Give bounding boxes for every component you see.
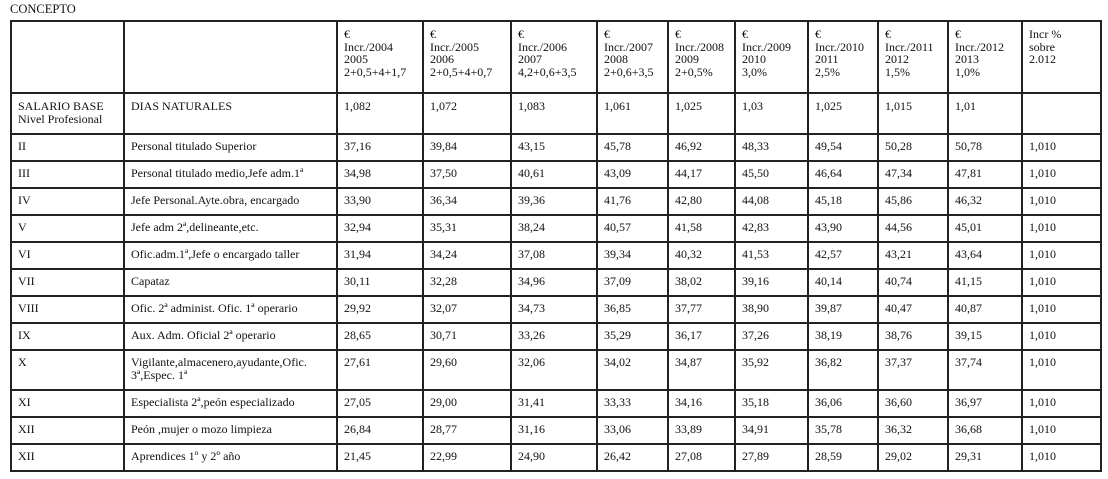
salary-table [10,20,1102,472]
value-cell: 43,64 [948,242,1022,269]
category-cell: Aprendices 1º y 2º año [124,444,337,471]
value-cell: 30,11 [337,269,423,296]
value-cell: 29,31 [948,444,1022,471]
value-cell: 45,18 [808,188,878,215]
level-cell: XII [11,444,124,471]
value-cell: 37,08 [511,242,597,269]
header-line: 2+0,5+4+0,7 [430,64,493,79]
value-cell: 40,47 [878,296,948,323]
value-cell: 39,87 [808,296,878,323]
level-cell: X [11,350,124,390]
table-row [11,242,1101,269]
header-line: 2005 [344,52,368,66]
category-cell: Jefe adm 2ª,delineante,etc. [124,215,337,242]
category-cell: Especialista 2ª,peón especializado [124,390,337,417]
value-cell: 37,09 [597,269,668,296]
header-line: 2,5% [815,64,840,79]
header-cell-year [668,21,735,93]
header-line: Incr./2008 [675,39,724,54]
value-cell: 31,16 [511,417,597,444]
salario-base-label [11,93,124,134]
euro-symbol: € [675,27,681,41]
value-cell: 31,41 [511,390,597,417]
incr-cell: 1,010 [1022,215,1101,242]
header-cell-incr [1022,21,1101,93]
value-cell: 36,82 [808,350,878,390]
value-cell: 37,37 [878,350,948,390]
value-cell: 33,33 [597,390,668,417]
header-line: Incr./2007 [604,39,653,54]
value-cell: 34,98 [337,161,423,188]
value-cell: 41,58 [668,215,735,242]
value-cell: 47,34 [878,161,948,188]
value-cell: 42,57 [808,242,878,269]
value-cell: 36,17 [668,323,735,350]
value-cell: 37,77 [668,296,735,323]
value-cell: 47,81 [948,161,1022,188]
value-cell: 27,08 [668,444,735,471]
value-cell: 36,97 [948,390,1022,417]
dias-incr [1022,93,1101,134]
header-line: 2007 [518,52,542,66]
value-cell: 21,45 [337,444,423,471]
value-cell: 34,16 [668,390,735,417]
value-cell: 34,24 [423,242,511,269]
value-cell: 43,15 [511,134,597,161]
category-cell: Personal titulado medio,Jefe adm.1ª [124,161,337,188]
value-cell: 40,14 [808,269,878,296]
value-cell: 38,90 [735,296,808,323]
value-cell: 26,42 [597,444,668,471]
dias-value: 1,025 [668,93,735,134]
header-line: 2010 [742,52,766,66]
value-cell: 40,74 [878,269,948,296]
salario-base-text: SALARIO BASE [18,99,104,113]
level-cell: VII [11,269,124,296]
value-cell: 36,85 [597,296,668,323]
level-cell: VIII [11,296,124,323]
value-cell: 22,99 [423,444,511,471]
value-cell: 32,94 [337,215,423,242]
incr-cell: 1,010 [1022,242,1101,269]
level-cell: V [11,215,124,242]
euro-symbol: € [344,27,350,41]
header-line: Incr./2009 [742,39,791,54]
category-cell: Peón ,mujer o mozo limpieza [124,417,337,444]
dias-value: 1,03 [735,93,808,134]
incr-cell: 1,010 [1022,323,1101,350]
header-line: Incr./2012 [955,39,1004,54]
value-cell: 41,15 [948,269,1022,296]
value-cell: 35,31 [423,215,511,242]
value-cell: 34,96 [511,269,597,296]
header-cell-year [423,21,511,93]
value-cell: 34,73 [511,296,597,323]
value-cell: 45,78 [597,134,668,161]
value-cell: 34,02 [597,350,668,390]
dias-naturales-label: DIAS NATURALES [124,93,337,134]
value-cell: 40,57 [597,215,668,242]
category-cell: Aux. Adm. Oficial 2ª operario [124,323,337,350]
value-cell: 34,87 [668,350,735,390]
incr-cell: 1,010 [1022,269,1101,296]
value-cell: 45,01 [948,215,1022,242]
value-cell: 29,00 [423,390,511,417]
dias-value: 1,025 [808,93,878,134]
value-cell: 40,87 [948,296,1022,323]
nivel-profesional-text: Nivel Profesional [18,111,103,126]
value-cell: 33,06 [597,417,668,444]
table-header-row [11,21,1101,93]
header-cell-category [124,21,337,93]
header-cell-year [511,21,597,93]
header-line: Incr./2004 [344,39,393,54]
value-cell: 35,92 [735,350,808,390]
value-cell: 27,05 [337,390,423,417]
value-cell: 24,90 [511,444,597,471]
value-cell: 49,54 [808,134,878,161]
value-cell: 37,50 [423,161,511,188]
value-cell: 46,64 [808,161,878,188]
value-cell: 39,34 [597,242,668,269]
value-cell: 35,78 [808,417,878,444]
header-cell-year [878,21,948,93]
value-cell: 33,26 [511,323,597,350]
value-cell: 44,17 [668,161,735,188]
value-cell: 50,28 [878,134,948,161]
header-line: 2012 [885,52,909,66]
table-row [11,215,1101,242]
incr-cell: 1,010 [1022,188,1101,215]
level-cell: III [11,161,124,188]
category-cell: Ofic.adm.1ª,Jefe o encargado taller [124,242,337,269]
caption-concepto: CONCEPTO [10,2,76,16]
level-cell: IV [11,188,124,215]
incr-cell: 1,010 [1022,161,1101,188]
value-cell: 33,89 [668,417,735,444]
header-cell-year [948,21,1022,93]
header-line: Incr./2010 [815,39,864,54]
level-cell: VI [11,242,124,269]
value-cell: 34,91 [735,417,808,444]
value-cell: 28,77 [423,417,511,444]
value-cell: 32,07 [423,296,511,323]
euro-symbol: € [430,27,436,41]
value-cell: 29,02 [878,444,948,471]
euro-symbol: € [604,27,610,41]
incr-cell: 1,010 [1022,350,1101,390]
euro-symbol: € [815,27,821,41]
table-row [11,390,1101,417]
value-cell: 32,06 [511,350,597,390]
header-line: 2009 [675,52,699,66]
header-cell-year [337,21,423,93]
euro-symbol: € [742,27,748,41]
category-cell: Personal titulado Superior [124,134,337,161]
incr-cell: 1,010 [1022,296,1101,323]
value-cell: 45,86 [878,188,948,215]
header-cell-year [597,21,668,93]
level-cell: IX [11,323,124,350]
value-cell: 36,32 [878,417,948,444]
table-row [11,296,1101,323]
euro-symbol: € [885,27,891,41]
euro-symbol: € [518,27,524,41]
header-line: 2013 [955,52,979,66]
dias-value: 1,082 [337,93,423,134]
value-cell: 43,90 [808,215,878,242]
header-line: 2008 [604,52,628,66]
incr-cell: 1,010 [1022,444,1101,471]
table-row [11,350,1101,390]
table-row [11,444,1101,471]
header-line: Incr % [1029,27,1062,41]
dias-value: 1,083 [511,93,597,134]
level-cell: XI [11,390,124,417]
value-cell: 39,16 [735,269,808,296]
value-cell: 46,32 [948,188,1022,215]
value-cell: 32,28 [423,269,511,296]
table-row [11,188,1101,215]
header-line: 2+0,6+3,5 [604,64,654,79]
value-cell: 33,90 [337,188,423,215]
table-row [11,161,1101,188]
value-cell: 37,16 [337,134,423,161]
value-cell: 44,56 [878,215,948,242]
value-cell: 36,68 [948,417,1022,444]
value-cell: 31,94 [337,242,423,269]
header-line: 2006 [430,52,454,66]
header-line: 2.012 [1029,52,1056,66]
table-row [11,134,1101,161]
value-cell: 40,32 [668,242,735,269]
value-cell: 29,92 [337,296,423,323]
incr-cell: 1,010 [1022,134,1101,161]
header-line: 2+0,5+4+1,7 [344,64,407,79]
incr-cell: 1,010 [1022,417,1101,444]
value-cell: 38,24 [511,215,597,242]
header-line: 2011 [815,52,839,66]
dias-value: 1,061 [597,93,668,134]
dias-value: 1,072 [423,93,511,134]
value-cell: 46,92 [668,134,735,161]
value-cell: 35,29 [597,323,668,350]
header-line: sobre [1029,39,1055,54]
value-cell: 39,15 [948,323,1022,350]
value-cell: 30,71 [423,323,511,350]
category-cell: Vigilante,almacenero,ayudante,Ofic. 3ª,Espec. 1ª [124,350,337,390]
header-line: Incr./2005 [430,39,479,54]
value-cell: 38,02 [668,269,735,296]
value-cell: 27,89 [735,444,808,471]
value-cell: 44,08 [735,188,808,215]
value-cell: 36,60 [878,390,948,417]
value-cell: 37,74 [948,350,1022,390]
euro-symbol: € [955,27,961,41]
dias-naturales-row [11,93,1101,134]
dias-value: 1,01 [948,93,1022,134]
value-cell: 27,61 [337,350,423,390]
header-line: Incr./2006 [518,39,567,54]
value-cell: 42,80 [668,188,735,215]
value-cell: 39,36 [511,188,597,215]
header-line: 3,0% [742,64,767,79]
value-cell: 40,61 [511,161,597,188]
category-cell: Capataz [124,269,337,296]
table-row [11,269,1101,296]
category-cell: Ofic. 2ª administ. Ofic. 1ª operario [124,296,337,323]
incr-cell: 1,010 [1022,390,1101,417]
table-row [11,417,1101,444]
value-cell: 39,84 [423,134,511,161]
level-cell: II [11,134,124,161]
value-cell: 48,33 [735,134,808,161]
header-line: 4,2+0,6+3,5 [518,64,577,79]
level-cell: XII [11,417,124,444]
value-cell: 43,09 [597,161,668,188]
header-line: 1,0% [955,64,980,79]
category-cell: Jefe Personal.Ayte.obra, encargado [124,188,337,215]
value-cell: 28,65 [337,323,423,350]
value-cell: 36,34 [423,188,511,215]
value-cell: 26,84 [337,417,423,444]
value-cell: 41,76 [597,188,668,215]
value-cell: 38,19 [808,323,878,350]
header-cell-year [808,21,878,93]
value-cell: 43,21 [878,242,948,269]
value-cell: 28,59 [808,444,878,471]
value-cell: 35,18 [735,390,808,417]
value-cell: 50,78 [948,134,1022,161]
header-line: Incr./2011 [885,39,934,54]
value-cell: 36,06 [808,390,878,417]
header-line: 1,5% [885,64,910,79]
dias-value: 1,015 [878,93,948,134]
value-cell: 42,83 [735,215,808,242]
value-cell: 45,50 [735,161,808,188]
value-cell: 29,60 [423,350,511,390]
header-cell-year [735,21,808,93]
header-cell-level [11,21,124,93]
value-cell: 38,76 [878,323,948,350]
header-line: 2+0,5% [675,64,713,79]
value-cell: 37,26 [735,323,808,350]
table-row [11,323,1101,350]
value-cell: 41,53 [735,242,808,269]
